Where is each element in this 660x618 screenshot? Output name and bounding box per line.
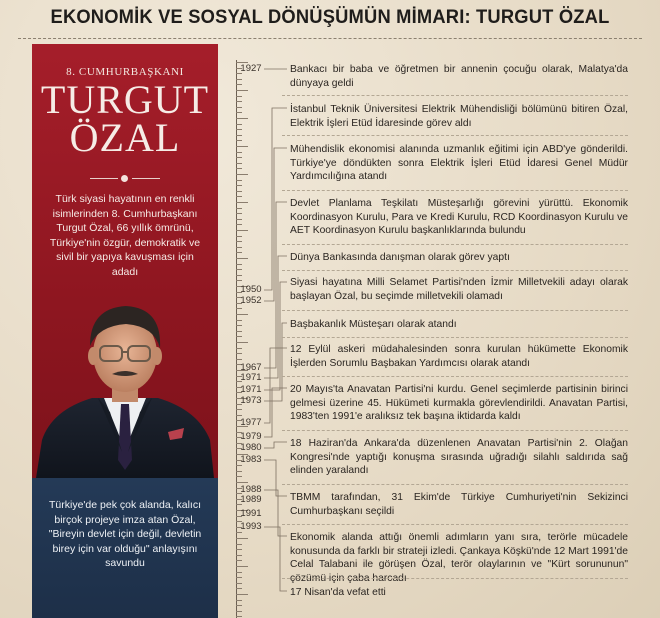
timeline-event: 17 Nisan'da vefat etti <box>290 587 386 598</box>
event-divider <box>282 578 628 579</box>
event-divider <box>282 190 628 191</box>
timeline-event: Siyasi hayatına Milli Selamet Partisi'nden İzmir Milletvekili adayı olarak başlayan Özal, bu seçimde milletvekili olamadı <box>290 277 628 302</box>
timeline-event: 18 Haziran'da Ankara'da düzenlenen Anavatan Partisi'nin 2. Olağan Kongresi'nde yaptığı konuşma sırasında uğradığı silahlı saldırıda sağ elinden yaralandı <box>290 438 628 476</box>
year-label: 1927 <box>240 63 262 74</box>
connector-line <box>264 490 287 536</box>
event-divider <box>282 524 628 525</box>
event-divider <box>282 135 628 136</box>
connector-line <box>264 202 287 368</box>
year-label: 1991 <box>240 508 262 519</box>
year-label: 1989 <box>240 494 262 505</box>
year-label: 1979 <box>240 431 262 442</box>
connector-line <box>264 282 287 390</box>
timeline-event: Ekonomik alanda attığı önemli adımların yanı sıra, terörle mücadele konusunda da farklı bir strateji izledi. Çankaya Köşkü'nde 12 Mart 1991'de Celal Talabani ile görüşen Özal, terör olaylarının ve "Kürt sorununun" çözümü için çaba harcadı <box>290 532 628 584</box>
year-label: 1952 <box>240 295 262 306</box>
year-label: 1971 <box>240 384 262 395</box>
event-divider <box>282 310 628 311</box>
page-title: EKONOMİK VE SOSYAL DÖNÜŞÜMÜN MİMARI: TURGUT ÖZAL <box>50 6 610 28</box>
year-label: 1950 <box>240 284 262 295</box>
timeline-event: İstanbul Teknik Üniversitesi Elektrik Mühendisliği bölümünü bitiren Özal, Elektrik İşleri Etüd İdaresinde görev aldı <box>290 104 628 129</box>
event-divider <box>282 95 628 96</box>
year-label: 1977 <box>240 417 262 428</box>
name-last: ÖZAL <box>69 115 181 160</box>
year-label: 1993 <box>240 521 262 532</box>
event-divider <box>282 244 628 245</box>
name-first: TURGUT <box>40 77 210 122</box>
connector-line <box>264 148 287 301</box>
timeline-event: Mühendislik ekonomisi alanında uzmanlık eğitimi için ABD'ye gönderildi. Türkiye'ye döndükten sonra Elektrik İşleri Etüd İdaresi Genel Müdür Yardımcılığına atandı <box>290 144 628 182</box>
year-label: 1971 <box>240 372 262 383</box>
event-divider <box>282 484 628 485</box>
timeline-event: Bankacı bir baba ve öğretmen bir annenin çocuğu olarak, Malatya'da dünyaya geldi <box>290 64 628 89</box>
year-label: 1980 <box>240 442 262 453</box>
timeline-event: 20 Mayıs'ta Anavatan Partisi'ni kurdu. Genel seçimlerde partisinin birinci gelmesi üzerine 45. Hükümeti kurmakla görevlendirildi. Anavatan Partisi, 1983'ten 1991'e aralıksız tek başına iktidarda kaldı <box>290 384 628 422</box>
connector-line <box>264 256 287 378</box>
year-label: 1973 <box>240 395 262 406</box>
connector-line <box>264 460 287 496</box>
quote-text: Türkiye'de pek çok alanda, kalıcı birçok projeye imza atan Özal, "Bireyin devlet için değil, devletin birey için var olduğu" anlayışını savundu <box>48 499 202 569</box>
event-divider <box>282 430 628 431</box>
event-divider <box>282 376 628 377</box>
timeline-event: TBMM tarafından, 31 Ekim'de Türkiye Cumhuriyeti'nin Sekizinci Cumhurbaşkanı seçildi <box>290 492 628 517</box>
timeline-event: 12 Eylül askeri müdahalesinden sonra kurulan hükümette Ekonomik İşlerden Sorumlu Başbakan Yardımcısı olarak atandı <box>290 344 628 369</box>
connector-line <box>264 442 287 448</box>
timeline-event: Dünya Bankasında danışman olarak görev yaptı <box>290 252 510 263</box>
event-divider <box>282 337 628 338</box>
year-label: 1988 <box>240 484 262 495</box>
connector-line <box>264 323 287 401</box>
year-label: 1983 <box>240 454 262 465</box>
connector-line <box>264 348 287 423</box>
year-label: 1967 <box>240 362 262 373</box>
intro-text: Türk siyasi hayatının en renkli isimlerinden 8. Cumhurbaşkanı Turgut Özal, 66 yıllık ömrünü, Türkiye'nin özgür, demokratik ve sivil bir yapıya kavuşması için adadı <box>49 193 201 278</box>
rank-label: 8. CUMHURBAŞKANI <box>66 66 184 78</box>
timeline-event: Devlet Planlama Teşkilatı Müsteşarlığı görevini yürüttü. Ekonomik Koordinasyon Kurulu, Para ve Kredi Kurulu, RCD Koordinasyon Kurulu ve AET Koordinasyon Kurulu başkanlıklarında bulundu <box>290 198 628 236</box>
connector-line <box>264 527 287 591</box>
event-divider <box>282 270 628 271</box>
timeline-event: Başbakanlık Müsteşarı olarak atandı <box>290 319 457 330</box>
